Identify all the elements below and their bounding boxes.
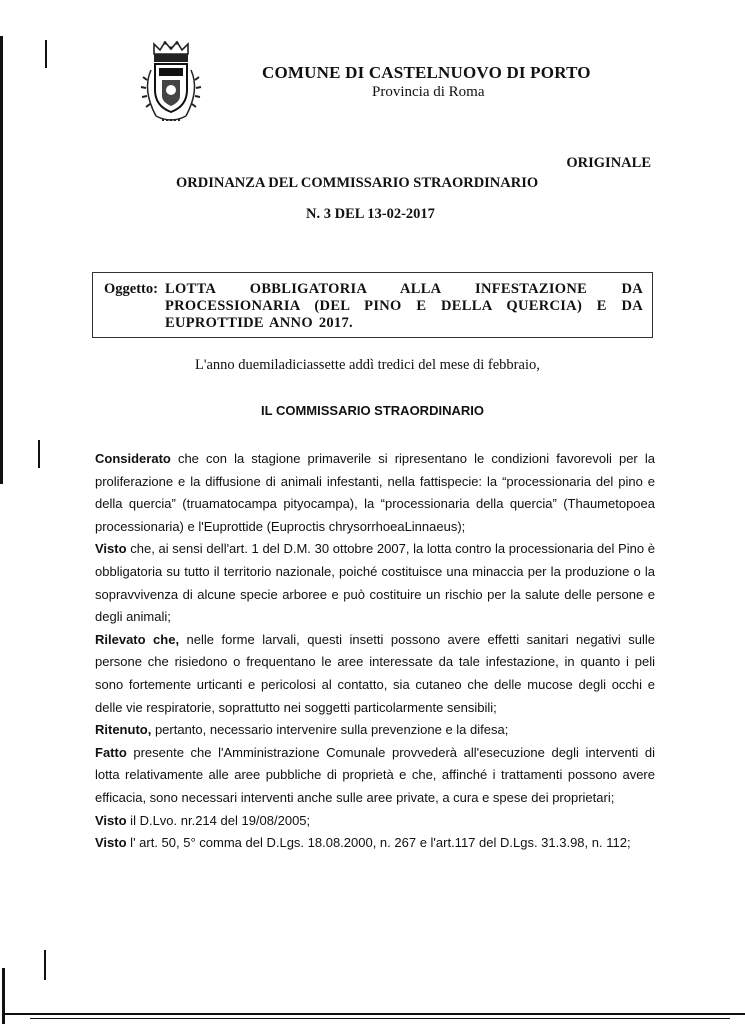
scan-mark-tick-3 bbox=[44, 950, 46, 980]
document-type: ORDINANZA DEL COMMISSARIO STRAORDINARIO bbox=[176, 175, 539, 191]
scan-bottom-rule bbox=[2, 1013, 745, 1015]
paragraph-lead: Visto bbox=[95, 812, 127, 828]
paragraph-lead: Fatto bbox=[95, 744, 127, 760]
coat-of-arms-icon bbox=[138, 40, 204, 130]
comune-name: COMUNE DI CASTELNUOVO DI PORTO bbox=[262, 63, 591, 82]
preamble-date: L'anno duemiladiciassette addì tredici del mese di febbraio, bbox=[195, 357, 540, 373]
scan-mark-tick-1 bbox=[45, 40, 47, 68]
paragraph bbox=[95, 538, 655, 628]
scan-mark-tick-2 bbox=[38, 440, 40, 468]
paragraph-lead: Rilevato che, bbox=[95, 631, 180, 647]
paragraph-lead: Considerato bbox=[95, 451, 171, 466]
paragraph-text: nelle forme larvali, questi insetti possono avere effetti sanitari negativi sulle persone che risiedono o frequentano le aree interessate da tale infestazione, in quanto i peli sono fortemente urticanti e pericolosi al contatto, sia cutaneo che delle mucose degli occhi e delle vie respiratorie, soprattutto nei soggetti particolarmente sensibili; bbox=[95, 631, 655, 715]
paragraph-text: presente che l'Amministrazione Comunale provvederà all'esecuzione degli interventi di lotta relativamente alle aree pubbliche di proprietà e che, affinché i trattamenti possono avere efficacia, sono necessari interventi anche sulle aree private, a cura e spese dei proprietari; bbox=[95, 744, 655, 805]
oggetto-text: LOTTA OBBLIGATORIA ALLA INFESTAZIONE DA PROCESSIONARIA (DEL PINO E DELLA QUERCIA) E DA EUPROTTIDE ANNO 2017. bbox=[165, 281, 643, 331]
paragraph bbox=[95, 742, 655, 810]
paragraph bbox=[95, 832, 655, 855]
scan-mark-left-bottom bbox=[2, 968, 5, 1024]
paragraph bbox=[95, 629, 655, 719]
scan-bottom-rule-thin bbox=[30, 1018, 730, 1019]
paragraph-text: l' art. 50, 5° comma del D.Lgs. 18.08.2000, n. 267 e l'art.117 del D.Lgs. 31.3.98, n. 112; bbox=[126, 835, 631, 851]
paragraph bbox=[95, 719, 655, 742]
document-number: N. 3 DEL 13-02-2017 bbox=[306, 206, 435, 222]
paragraph-lead: Ritenuto, bbox=[95, 722, 152, 738]
paragraph-text: che, ai sensi dell'art. 1 del D.M. 30 ottobre 2007, la lotta contro la processionaria del Pino è obbligatoria su tutto il territorio nazionale, poiché costituisce una minaccia per la produzione o la sopravvivenza di alcune specie arboree e può costituire un rischio per la salute delle persone e degli animali; bbox=[95, 541, 655, 625]
oggetto-label: Oggetto: bbox=[104, 281, 158, 297]
oggetto-box bbox=[92, 272, 653, 338]
document-status: ORIGINALE bbox=[566, 155, 651, 171]
body-text bbox=[95, 448, 655, 855]
paragraph bbox=[95, 448, 655, 538]
paragraph-lead: Visto bbox=[95, 541, 127, 557]
paragraph-text: il D.Lvo. nr.214 del 19/08/2005; bbox=[126, 812, 311, 828]
paragraph-lead: Visto bbox=[95, 835, 127, 851]
section-heading: IL COMMISSARIO STRAORDINARIO bbox=[261, 403, 484, 418]
paragraph-text: pertanto, necessario intervenire sulla prevenzione e la difesa; bbox=[151, 722, 509, 738]
provincia-name: Provincia di Roma bbox=[372, 84, 485, 100]
paragraph bbox=[95, 810, 655, 833]
paragraph-text: che con la stagione primaverile si ripresentano le condizioni favorevoli per la proliferazione e la diffusione di animali infestanti, nella fattispecie: la “processionaria del pino e della quercia” (truamatocampa pityocampa), la “processionaria della quercia” (Thaumetopoea processionaria) e l'Euprottide (Euproctis chrysorrhoeaLinnaeus); bbox=[95, 451, 655, 534]
